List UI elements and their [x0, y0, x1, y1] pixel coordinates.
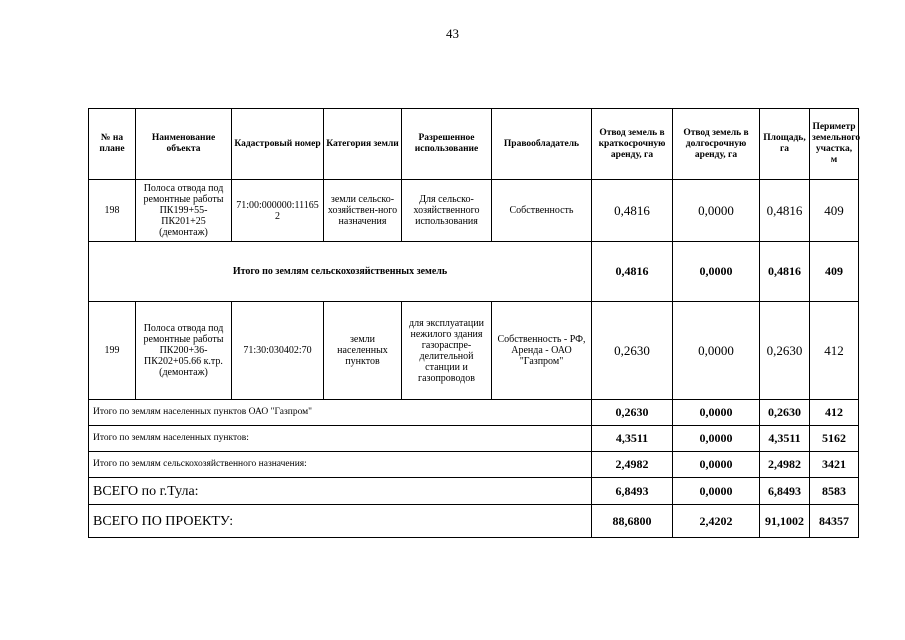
cell-short-lease: 0,4816 [592, 242, 673, 302]
cell-area: 0,4816 [760, 180, 810, 242]
header-name: Наименование объекта [136, 109, 232, 180]
header-perimeter: Периметр земельного участка, м [810, 109, 859, 180]
table-row [89, 302, 859, 400]
cell-perimeter: 412 [810, 400, 859, 426]
grand-total-row [89, 505, 859, 538]
cell-num: 199 [89, 302, 136, 400]
cell-perimeter: 8583 [810, 478, 859, 505]
table-row [89, 180, 859, 242]
cell-perimeter: 84357 [810, 505, 859, 538]
cell-num: 198 [89, 180, 136, 242]
subtotal-label: Итого по землям сельскохозяйственных земель [89, 242, 592, 302]
cell-long-lease: 0,0000 [673, 452, 760, 478]
cell-long-lease: 0,0000 [673, 400, 760, 426]
cell-short-lease: 0,2630 [592, 400, 673, 426]
cell-short-lease: 0,4816 [592, 180, 673, 242]
total-label: Итого по землям населенных пунктов: [89, 426, 592, 452]
cell-usage: для эксплуатации нежилого здания газораспре-делительной станции и газопроводов [402, 302, 492, 400]
cell-name: Полоса отвода под ремонтные работы ПК200+36-ПК202+05.66 к.тр. (демонтаж) [136, 302, 232, 400]
cell-short-lease: 0,2630 [592, 302, 673, 400]
cell-area: 91,1002 [760, 505, 810, 538]
cell-short-lease: 2,4982 [592, 452, 673, 478]
cell-long-lease: 0,0000 [673, 242, 760, 302]
cell-perimeter: 5162 [810, 426, 859, 452]
cell-long-lease: 2,4202 [673, 505, 760, 538]
total-row [89, 426, 859, 452]
land-allotment-table [88, 108, 859, 538]
cell-short-lease: 88,6800 [592, 505, 673, 538]
cell-cadastral: 71:30:030402:70 [232, 302, 324, 400]
total-row [89, 478, 859, 505]
cell-short-lease: 4,3511 [592, 426, 673, 452]
header-num: № на плане [89, 109, 136, 180]
cell-long-lease: 0,0000 [673, 478, 760, 505]
cell-long-lease: 0,0000 [673, 302, 760, 400]
cell-short-lease: 6,8493 [592, 478, 673, 505]
cell-cadastral: 71:00:000000:111652 [232, 180, 324, 242]
cell-name: Полоса отвода под ремонтные работы ПК199+55-ПК201+25 (демонтаж) [136, 180, 232, 242]
cell-area: 0,4816 [760, 242, 810, 302]
header-short-lease: Отвод земель в краткосрочную аренду, га [592, 109, 673, 180]
total-label: Итого по землям сельскохозяйственного назначения: [89, 452, 592, 478]
header-long-lease: Отвод земель в долгосрочную аренду, га [673, 109, 760, 180]
header-category: Категория земли [324, 109, 402, 180]
cell-owner: Собственность - РФ, Аренда - ОАО "Газпром" [492, 302, 592, 400]
cell-area: 0,2630 [760, 400, 810, 426]
grand-total-label: ВСЕГО ПО ПРОЕКТУ: [89, 505, 592, 538]
header-area: Площадь, га [760, 109, 810, 180]
cell-area: 4,3511 [760, 426, 810, 452]
cell-perimeter: 409 [810, 180, 859, 242]
total-label: Итого по землям населенных пунктов ОАО "Газпром" [89, 400, 592, 426]
cell-category: земли населенных пунктов [324, 302, 402, 400]
cell-perimeter: 3421 [810, 452, 859, 478]
cell-long-lease: 0,0000 [673, 426, 760, 452]
total-label: ВСЕГО по г.Тула: [89, 478, 592, 505]
cell-area: 2,4982 [760, 452, 810, 478]
page-number: 43 [446, 26, 459, 41]
cell-area: 0,2630 [760, 302, 810, 400]
cell-owner: Собственность [492, 180, 592, 242]
total-row [89, 452, 859, 478]
table-header-row [89, 109, 859, 180]
cell-long-lease: 0,0000 [673, 180, 760, 242]
cell-category: земли сельско-хозяйствен-ного назначения [324, 180, 402, 242]
header-owner: Правообладатель [492, 109, 592, 180]
cell-perimeter: 412 [810, 302, 859, 400]
subtotal-row [89, 242, 859, 302]
cell-area: 6,8493 [760, 478, 810, 505]
cell-perimeter: 409 [810, 242, 859, 302]
header-cadastral: Кадастровый номер [232, 109, 324, 180]
cell-usage: Для сельско-хозяйственного использования [402, 180, 492, 242]
total-row [89, 400, 859, 426]
header-usage: Разрешенное использование [402, 109, 492, 180]
